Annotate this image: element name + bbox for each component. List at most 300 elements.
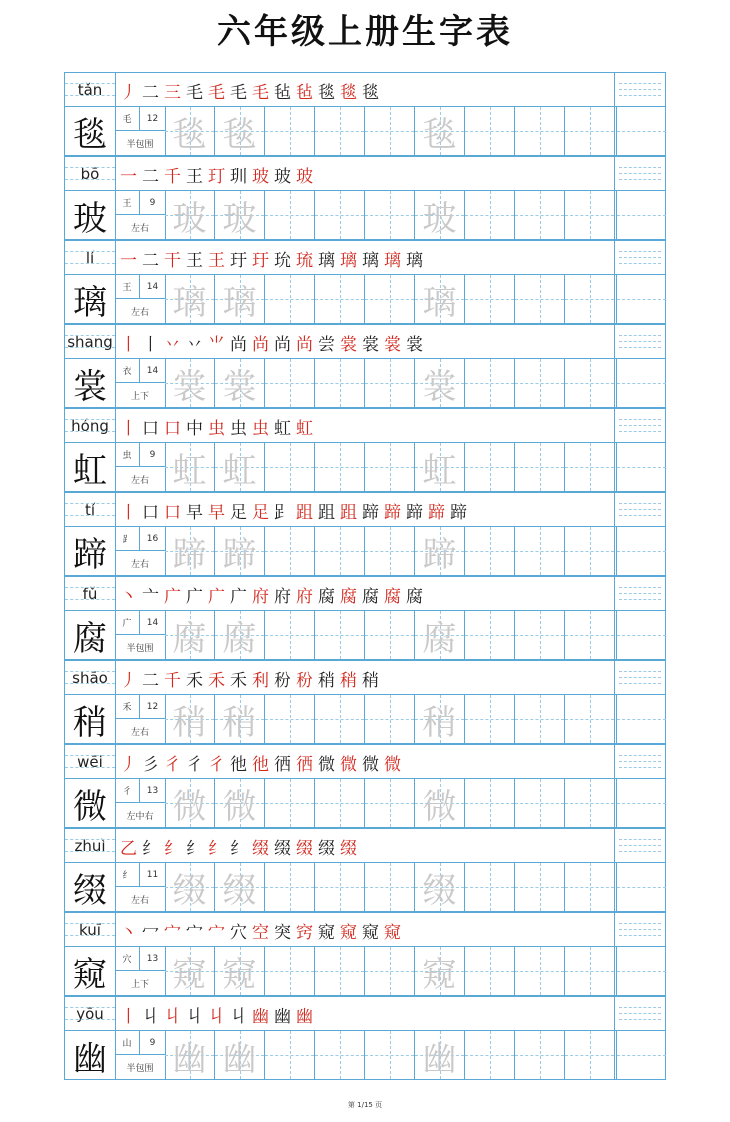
stroke-step: 虹	[296, 418, 313, 439]
stroke-step: 秎	[274, 670, 291, 691]
character-info	[115, 191, 166, 239]
model-character: 微	[65, 779, 116, 827]
stroke-step: 广	[164, 586, 181, 607]
practice-box[interactable]	[565, 1031, 615, 1079]
stroke-step: 尚	[296, 334, 313, 355]
stroke-step: 早	[186, 502, 203, 523]
practice-box[interactable]	[265, 1031, 315, 1079]
practice-box[interactable]	[315, 863, 365, 911]
practice-box[interactable]	[565, 527, 615, 575]
character-info	[115, 1031, 166, 1079]
stroke-step: 彳	[208, 754, 225, 775]
character-info	[115, 611, 166, 659]
structure-label: 左中右	[126, 811, 154, 822]
practice-box[interactable]	[565, 191, 615, 239]
stroke-step: 跙	[340, 502, 357, 523]
pinyin-practice-cell	[614, 913, 665, 946]
stroke-step: 蹄	[428, 502, 445, 523]
stroke-step: 微	[362, 754, 379, 775]
stroke-step: 一	[120, 250, 137, 271]
stroke-step: 口	[164, 418, 181, 439]
stroke-step: 璃	[384, 250, 401, 271]
stroke-step: 丷	[186, 334, 203, 355]
character-entry	[64, 492, 666, 576]
radical-label: 王	[115, 275, 140, 299]
practice-box[interactable]	[265, 611, 315, 659]
practice-box[interactable]	[565, 359, 615, 407]
structure-label: 左右	[130, 559, 149, 570]
stroke-step: 广	[230, 586, 247, 607]
stroke-count: 9	[140, 443, 165, 467]
practice-box[interactable]	[515, 443, 565, 491]
practice-box[interactable]	[315, 107, 365, 155]
practice-box[interactable]	[265, 275, 315, 323]
stroke-step: 𧾷	[274, 502, 291, 523]
practice-box[interactable]	[365, 443, 415, 491]
practice-box[interactable]	[415, 695, 465, 743]
stroke-step: 腐	[340, 586, 357, 607]
practice-box[interactable]	[215, 695, 265, 743]
side-practice-box[interactable]	[616, 695, 666, 743]
stroke-step: 丿	[120, 670, 137, 691]
radical-label: 禾	[115, 695, 140, 719]
stroke-step: 毛	[186, 82, 203, 103]
practice-box[interactable]	[415, 947, 465, 995]
pinyin-row	[64, 240, 666, 275]
model-character: 璃	[65, 275, 116, 323]
practice-box[interactable]	[215, 359, 265, 407]
practice-box[interactable]	[465, 527, 515, 575]
stroke-step: 腐	[406, 586, 423, 607]
practice-box[interactable]	[365, 275, 415, 323]
practice-box[interactable]	[215, 107, 265, 155]
practice-box[interactable]	[515, 275, 565, 323]
practice-box[interactable]	[215, 275, 265, 323]
stroke-order-sequence	[119, 663, 380, 693]
practice-box[interactable]	[465, 779, 515, 827]
character-entry	[64, 156, 666, 240]
model-character: 玻	[65, 191, 116, 239]
practice-box[interactable]	[315, 779, 365, 827]
practice-box[interactable]	[465, 443, 515, 491]
practice-box[interactable]	[215, 779, 265, 827]
practice-box[interactable]	[465, 695, 515, 743]
pinyin-row	[64, 828, 666, 863]
practice-box[interactable]	[565, 443, 615, 491]
stroke-step: 丿	[120, 82, 137, 103]
stroke-step: 尚	[274, 334, 291, 355]
stroke-step: 彵	[230, 754, 247, 775]
stroke-step: 口	[142, 418, 159, 439]
trace-character: 窥	[422, 954, 457, 995]
practice-box[interactable]	[315, 275, 365, 323]
practice-box[interactable]	[165, 107, 215, 155]
stroke-step: 腐	[362, 586, 379, 607]
stroke-step: 稍	[362, 670, 379, 691]
trace-character: 玻	[172, 198, 207, 239]
pinyin-label: fǔ	[65, 577, 116, 610]
side-practice-box[interactable]	[616, 863, 666, 911]
character-practice-sheet	[64, 72, 666, 1080]
practice-box[interactable]	[465, 275, 515, 323]
stroke-step: 二	[142, 250, 159, 271]
side-practice-box[interactable]	[616, 107, 666, 155]
practice-box[interactable]	[465, 359, 515, 407]
pinyin-label: shāo	[65, 661, 116, 694]
practice-box[interactable]	[215, 863, 265, 911]
pinyin-label: kuī	[65, 913, 116, 946]
stroke-order-sequence	[119, 915, 402, 945]
pinyin-row	[64, 576, 666, 611]
stroke-step: 丨	[142, 334, 159, 355]
stroke-step: 璃	[318, 250, 335, 271]
structure-label: 上下	[130, 391, 149, 402]
trace-character: 稍	[172, 702, 207, 743]
practice-box[interactable]	[515, 1031, 565, 1079]
practice-box[interactable]	[215, 191, 265, 239]
practice-box[interactable]	[165, 947, 215, 995]
practice-box[interactable]	[565, 779, 615, 827]
practice-box[interactable]	[165, 695, 215, 743]
practice-box[interactable]	[465, 611, 515, 659]
side-practice-box[interactable]	[616, 779, 666, 827]
stroke-step: 口	[164, 502, 181, 523]
stroke-order-sequence	[119, 999, 314, 1029]
stroke-step: 丶	[120, 586, 137, 607]
practice-box[interactable]	[215, 443, 265, 491]
practice-box[interactable]	[515, 947, 565, 995]
side-practice-box[interactable]	[616, 611, 666, 659]
stroke-step: 纟	[208, 838, 225, 859]
structure-label: 左右	[130, 727, 149, 738]
pinyin-practice-cell	[614, 661, 665, 694]
pinyin-row	[64, 660, 666, 695]
practice-box[interactable]	[215, 611, 265, 659]
stroke-order-sequence	[119, 75, 380, 105]
stroke-step: 府	[296, 586, 313, 607]
character-info	[115, 275, 166, 323]
practice-box[interactable]	[265, 107, 315, 155]
practice-box[interactable]	[415, 527, 465, 575]
stroke-step: 丨	[120, 1006, 137, 1027]
character-entry	[64, 996, 666, 1080]
stroke-step: 丷	[164, 334, 181, 355]
stroke-step: 璃	[340, 250, 357, 271]
stroke-step: 幽	[274, 1006, 291, 1027]
practice-box[interactable]	[265, 863, 315, 911]
character-row	[64, 107, 666, 156]
practice-box[interactable]	[515, 611, 565, 659]
stroke-step: 毛	[252, 82, 269, 103]
stroke-count: 13	[140, 947, 165, 971]
practice-box[interactable]	[465, 947, 515, 995]
character-row	[64, 527, 666, 576]
trace-character: 微	[422, 786, 457, 827]
pinyin-practice-cell	[614, 157, 665, 190]
trace-character: 腐	[422, 618, 457, 659]
pinyin-row	[64, 996, 666, 1031]
character-entry	[64, 72, 666, 156]
practice-box[interactable]	[415, 359, 465, 407]
stroke-step: 丩	[230, 1006, 247, 1027]
character-entry	[64, 576, 666, 660]
practice-box[interactable]	[515, 359, 565, 407]
practice-box[interactable]	[515, 107, 565, 155]
pinyin-label: shang	[65, 325, 116, 358]
practice-box[interactable]	[565, 107, 615, 155]
stroke-step: 玧	[274, 250, 291, 271]
stroke-step: 纟	[230, 838, 247, 859]
structure-label: 左右	[130, 475, 149, 486]
stroke-step: 突	[274, 922, 291, 943]
character-info	[115, 359, 166, 407]
practice-box[interactable]	[365, 191, 415, 239]
practice-box[interactable]	[365, 863, 415, 911]
practice-box[interactable]	[565, 863, 615, 911]
practice-box[interactable]	[515, 527, 565, 575]
side-practice-box[interactable]	[616, 1031, 666, 1079]
stroke-step: 璃	[406, 250, 423, 271]
stroke-step: 微	[384, 754, 401, 775]
radical-label: 虫	[115, 443, 140, 467]
radical-label: 彳	[115, 779, 140, 803]
stroke-step: 纟	[164, 838, 181, 859]
practice-box[interactable]	[215, 1031, 265, 1079]
practice-box[interactable]	[415, 863, 465, 911]
practice-box[interactable]	[165, 191, 215, 239]
stroke-step: 彳	[186, 754, 203, 775]
trace-character: 虹	[172, 450, 207, 491]
model-character: 窥	[65, 947, 116, 995]
practice-box[interactable]	[515, 779, 565, 827]
stroke-step: 虫	[252, 418, 269, 439]
stroke-step: 宀	[164, 922, 181, 943]
pinyin-practice-cell	[614, 577, 665, 610]
practice-box[interactable]	[465, 1031, 515, 1079]
stroke-order-sequence	[119, 159, 314, 189]
practice-box[interactable]	[265, 947, 315, 995]
practice-box[interactable]	[465, 107, 515, 155]
pinyin-row	[64, 324, 666, 359]
trace-character: 缀	[172, 870, 207, 911]
stroke-step: 毯	[340, 82, 357, 103]
stroke-step: 纟	[142, 838, 159, 859]
pinyin-practice-cell	[614, 409, 665, 442]
practice-box[interactable]	[315, 191, 365, 239]
stroke-step: 裳	[406, 334, 423, 355]
practice-box[interactable]	[215, 527, 265, 575]
stroke-step: 玔	[230, 166, 247, 187]
character-entry	[64, 240, 666, 324]
stroke-step: 利	[252, 670, 269, 691]
practice-box[interactable]	[265, 443, 315, 491]
radical-label: ⻊	[115, 527, 140, 551]
model-character: 虹	[65, 443, 116, 491]
practice-box[interactable]	[415, 779, 465, 827]
practice-box[interactable]	[365, 107, 415, 155]
practice-box[interactable]	[515, 695, 565, 743]
practice-box[interactable]	[465, 863, 515, 911]
stroke-step: 琉	[296, 250, 313, 271]
practice-box[interactable]	[265, 359, 315, 407]
stroke-step: 乙	[120, 838, 137, 859]
pinyin-row	[64, 408, 666, 443]
stroke-count: 9	[140, 191, 165, 215]
practice-box[interactable]	[415, 107, 465, 155]
stroke-step: 王	[208, 250, 225, 271]
practice-box[interactable]	[315, 611, 365, 659]
stroke-step: 缀	[274, 838, 291, 859]
practice-box[interactable]	[515, 191, 565, 239]
pinyin-practice-cell	[614, 241, 665, 274]
radical-label: 山	[115, 1031, 140, 1055]
stroke-step: 早	[208, 502, 225, 523]
pinyin-label: zhuì	[65, 829, 116, 862]
stroke-step: 宀	[186, 922, 203, 943]
structure-label: 左右	[130, 223, 149, 234]
stroke-step: 玎	[208, 166, 225, 187]
character-entry	[64, 828, 666, 912]
pinyin-row	[64, 744, 666, 779]
practice-box[interactable]	[465, 191, 515, 239]
practice-box[interactable]	[365, 359, 415, 407]
practice-box[interactable]	[315, 947, 365, 995]
practice-box[interactable]	[165, 275, 215, 323]
stroke-step: 丿	[120, 754, 137, 775]
trace-character: 稍	[222, 702, 257, 743]
practice-box[interactable]	[365, 1031, 415, 1079]
practice-box[interactable]	[365, 527, 415, 575]
pinyin-row	[64, 72, 666, 107]
practice-box[interactable]	[165, 359, 215, 407]
practice-box[interactable]	[315, 1031, 365, 1079]
model-character: 蹄	[65, 527, 116, 575]
practice-box[interactable]	[315, 443, 365, 491]
practice-box[interactable]	[315, 695, 365, 743]
practice-box[interactable]	[365, 611, 415, 659]
practice-box[interactable]	[165, 611, 215, 659]
stroke-step: 彡	[142, 754, 159, 775]
stroke-order-sequence	[119, 579, 424, 609]
trace-character: 窥	[172, 954, 207, 995]
practice-box[interactable]	[415, 275, 465, 323]
structure-label: 半包围	[126, 139, 154, 150]
pinyin-practice-cell	[614, 997, 665, 1030]
practice-box[interactable]	[415, 443, 465, 491]
stroke-step: 蹄	[450, 502, 467, 523]
practice-box[interactable]	[565, 947, 615, 995]
practice-box[interactable]	[265, 779, 315, 827]
trace-character: 腐	[172, 618, 207, 659]
practice-box[interactable]	[565, 695, 615, 743]
practice-box[interactable]	[365, 695, 415, 743]
structure-label: 半包围	[126, 1063, 154, 1074]
trace-character: 毯	[422, 114, 457, 155]
radical-label: 毛	[115, 107, 140, 131]
pinyin-label: tí	[65, 493, 116, 526]
character-entry	[64, 744, 666, 828]
stroke-count: 11	[140, 863, 165, 887]
radical-label: 广	[115, 611, 140, 635]
stroke-step: 禾	[208, 670, 225, 691]
character-info	[115, 695, 166, 743]
practice-box[interactable]	[265, 527, 315, 575]
stroke-step: 丨	[120, 418, 137, 439]
stroke-step: 玻	[274, 166, 291, 187]
practice-box[interactable]	[415, 611, 465, 659]
pinyin-label: hóng	[65, 409, 116, 442]
stroke-step: 毯	[362, 82, 379, 103]
model-character: 稍	[65, 695, 116, 743]
practice-box[interactable]	[165, 1031, 215, 1079]
stroke-count: 14	[140, 275, 165, 299]
side-practice-box[interactable]	[616, 275, 666, 323]
practice-box[interactable]	[415, 1031, 465, 1079]
character-info	[115, 527, 166, 575]
stroke-step: 窥	[362, 922, 379, 943]
stroke-step: 二	[142, 82, 159, 103]
practice-box[interactable]	[265, 695, 315, 743]
stroke-step: 秎	[296, 670, 313, 691]
structure-label: 左右	[130, 895, 149, 906]
practice-box[interactable]	[315, 359, 365, 407]
stroke-step: 足	[230, 502, 247, 523]
practice-box[interactable]	[515, 863, 565, 911]
stroke-step: 广	[208, 586, 225, 607]
stroke-step: 稍	[318, 670, 335, 691]
practice-box[interactable]	[165, 443, 215, 491]
stroke-step: 王	[186, 166, 203, 187]
character-row	[64, 695, 666, 744]
practice-box[interactable]	[165, 863, 215, 911]
practice-box[interactable]	[365, 947, 415, 995]
trace-character: 虹	[422, 450, 457, 491]
practice-box[interactable]	[215, 947, 265, 995]
character-info	[115, 443, 166, 491]
side-practice-box[interactable]	[616, 527, 666, 575]
character-row	[64, 191, 666, 240]
trace-character: 裳	[422, 366, 457, 407]
trace-character: 微	[222, 786, 257, 827]
trace-character: 璃	[222, 282, 257, 323]
stroke-step: 幽	[296, 1006, 313, 1027]
practice-box[interactable]	[315, 527, 365, 575]
stroke-step: 府	[274, 586, 291, 607]
character-info	[115, 107, 166, 155]
stroke-step: 窥	[384, 922, 401, 943]
side-practice-box[interactable]	[616, 191, 666, 239]
practice-box[interactable]	[565, 611, 615, 659]
practice-box[interactable]	[165, 527, 215, 575]
stroke-step: 纟	[186, 838, 203, 859]
side-practice-box[interactable]	[616, 947, 666, 995]
radical-label: 王	[115, 191, 140, 215]
side-practice-box[interactable]	[616, 359, 666, 407]
practice-box[interactable]	[565, 275, 615, 323]
practice-box[interactable]	[265, 191, 315, 239]
practice-box[interactable]	[365, 779, 415, 827]
stroke-step: 丩	[208, 1006, 225, 1027]
pinyin-practice-cell	[614, 325, 665, 358]
stroke-step: 空	[252, 922, 269, 943]
side-practice-box[interactable]	[616, 443, 666, 491]
stroke-step: 丨	[120, 502, 137, 523]
trace-character: 蹄	[222, 534, 257, 575]
radical-label: 纟	[115, 863, 140, 887]
stroke-step: ⺌	[208, 334, 225, 355]
practice-box[interactable]	[165, 779, 215, 827]
practice-box[interactable]	[415, 191, 465, 239]
